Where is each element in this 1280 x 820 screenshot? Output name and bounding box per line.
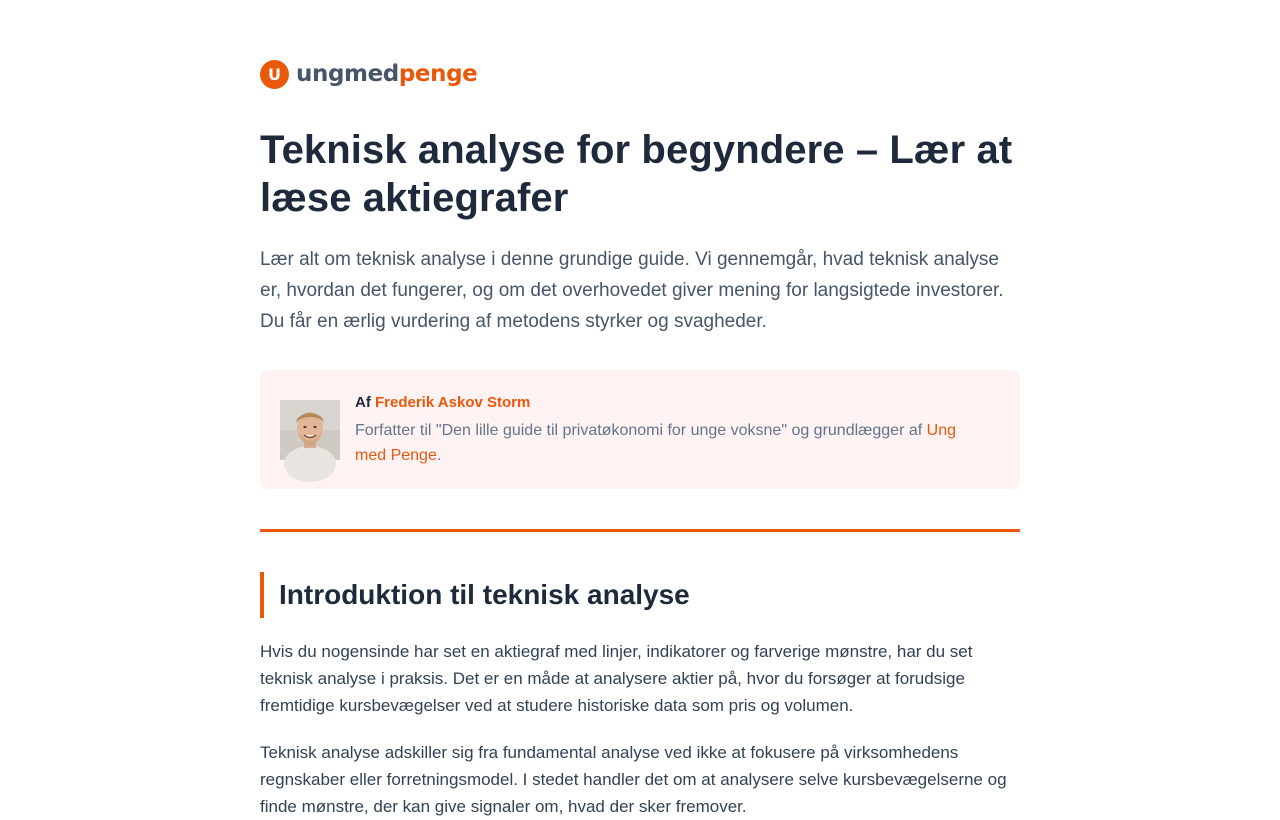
logo-text-ungmed: ungmed	[296, 60, 399, 87]
site-logo[interactable]	[260, 59, 1020, 89]
author-avatar	[280, 400, 340, 460]
author-avatar-image	[280, 400, 340, 460]
author-description-suffix: .	[436, 447, 442, 464]
body-paragraph: Hvis du nogensinde har set en aktiegraf med linjer, indikatorer og farverige mønstre, har du set teknisk analyse i praksis. Det er en måde at analysere aktier på, hvor du forsøger at forudsige fremtidige kursbevægelser ved at studere historiske data som pris og volumen.	[260, 642, 973, 715]
author-description	[355, 418, 990, 468]
body-paragraph: Teknisk analyse adskiller sig fra fundamental analyse ved ikke at fokusere på virksomhedens regnskaber eller forretningsmodel. I stedet handler det om at analysere selve kursbevægelserne og finde mønstre, der kan give signaler om, hvad der sker fremover.	[260, 743, 1007, 816]
article-lead: Lær alt om teknisk analyse i denne grundige guide. Vi gennemgår, hvad teknisk analyse er, hvordan det fungerer, og om det overhovedet giver mening for langsigtede investorer. Du får en ærlig vurdering af metodens styrker og svagheder.	[260, 249, 1004, 332]
logo-badge-icon: U	[260, 60, 289, 89]
author-description-text: Forfatter til "Den lille guide til privatøkonomi for unge voksne" og grundlægger af	[355, 422, 923, 439]
site-link[interactable]: Ung med Penge	[355, 422, 957, 464]
section-divider	[260, 529, 1020, 532]
author-prefix: Af	[355, 394, 371, 411]
author-name-link[interactable]: Frederik Askov Storm	[375, 394, 531, 411]
author-info	[355, 390, 990, 468]
logo-text-penge: penge	[398, 60, 478, 87]
author-byline	[355, 393, 990, 413]
article-page	[260, 0, 1020, 820]
logo-wordmark	[296, 60, 478, 87]
section-heading: Introduktion til teknisk analyse	[260, 572, 1020, 618]
author-box	[260, 370, 1020, 489]
article-title: Teknisk analyse for begyndere – Lær at læse aktiegrafer	[260, 128, 1013, 220]
